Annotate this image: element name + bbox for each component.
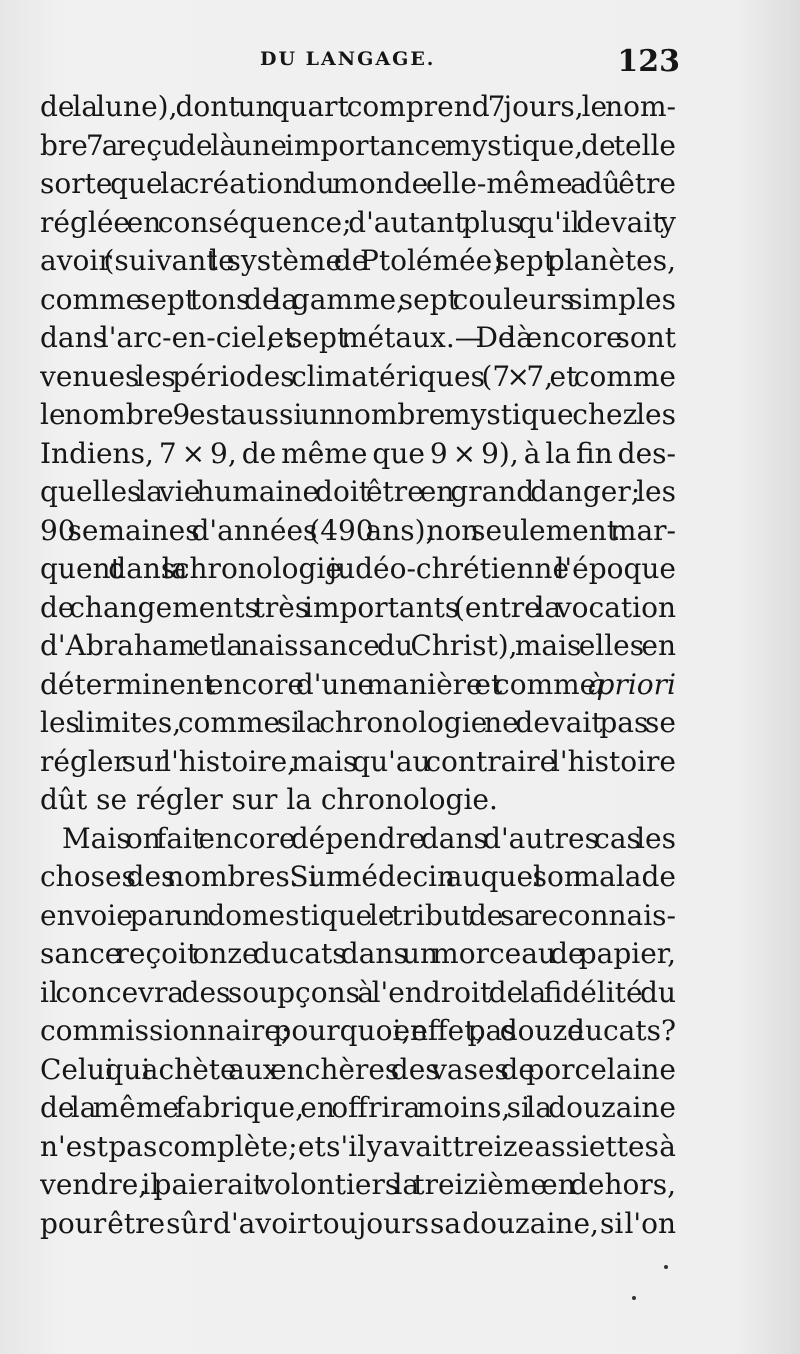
text-line: quelles la vie humaine doit être en grand danger; les [40, 475, 676, 508]
text-line: de la lune), dont un quart comprend 7 jours, le nom- [40, 90, 676, 123]
text-line: choses des nombres. Si un médecin auquel son malade [40, 860, 676, 893]
text-line: régler sur l'histoire, mais qu'au contraire l'histoire [40, 744, 676, 778]
ink-speck [664, 1265, 668, 1269]
text-line: les limites, comme si la chronologie ne devait pas se [40, 706, 676, 739]
text-line: d'Abraham et la naissance du Christ), mais elles en [40, 629, 676, 662]
text-line: envoie par un domestique le tribut de sa reconnais- [40, 898, 676, 932]
text-line: comme sept tons de la gamme, sept couleurs simples [40, 282, 676, 316]
text-line: avoir (suivant le système de Ptolémée) sept planètes, [40, 244, 676, 277]
text-line: sance reçoit onze ducats dans un morceau de papier, [40, 937, 676, 970]
text-line: Indiens, 7 × 9, de même que 9 × 9), à la fin des- [40, 436, 676, 470]
body-text [40, 88, 676, 1243]
text-line: commissionnaire; pourquoi, en effet, pas douze ducats? [40, 1014, 676, 1047]
paragraph-2 [40, 820, 676, 1244]
text-line: Mais on fait encore dépendre dans d'autres cas les [62, 821, 676, 855]
italic-phrase: à priori [588, 667, 676, 701]
text-line: n'est pas complète; et s'il y avait treize assiettes à [40, 1129, 676, 1163]
text-line: il concevra des soupçons à l'endroit de la fidélité du [40, 975, 676, 1009]
page-header [40, 44, 680, 84]
page-number: 123 [617, 44, 680, 79]
text-line: vendre, il paierait volontiers la treizième en dehors, [40, 1168, 676, 1201]
text-line: sorte que la création du monde elle-même a dû être [40, 167, 676, 200]
text-line: dans l'arc-en-ciel, et sept métaux.— De là encore sont [40, 321, 676, 354]
text-line-with-italic [40, 666, 676, 705]
text-line: dût se régler sur la chronologie. [40, 783, 498, 816]
text-segment: déterminent encore d'une manière et comme [40, 667, 589, 701]
text-line: réglée en conséquence; d'autant plus qu'il devait y [40, 205, 676, 239]
text-line: de la même fabrique, en offrira moins, si la douzaine [40, 1091, 676, 1124]
text-line: le nombre 9 est aussi un nombre mystique chez les [40, 398, 676, 431]
text-line: Celui qui achète aux enchères des vases de porcelaine [40, 1052, 676, 1086]
text-line: bre 7 a reçu de là une importance mystique, de telle [40, 128, 676, 162]
ink-speck [632, 1296, 636, 1300]
running-title: DU LANGAGE. [260, 48, 436, 70]
text-line: quent dans la chronologie judéo-chrétienne l'époque [40, 552, 676, 585]
paragraph-1 [40, 88, 676, 820]
text-line: venues les périodes climatériques (7 × 7, et comme [40, 359, 676, 393]
text-line: 90 semaines d'années (490 ans), non seulement mar- [40, 513, 676, 547]
text-line: de changements très importants (entre la vocation [40, 590, 676, 624]
text-line: pour être sûr d'avoir toujours sa douzaine, si l'on [40, 1206, 676, 1240]
